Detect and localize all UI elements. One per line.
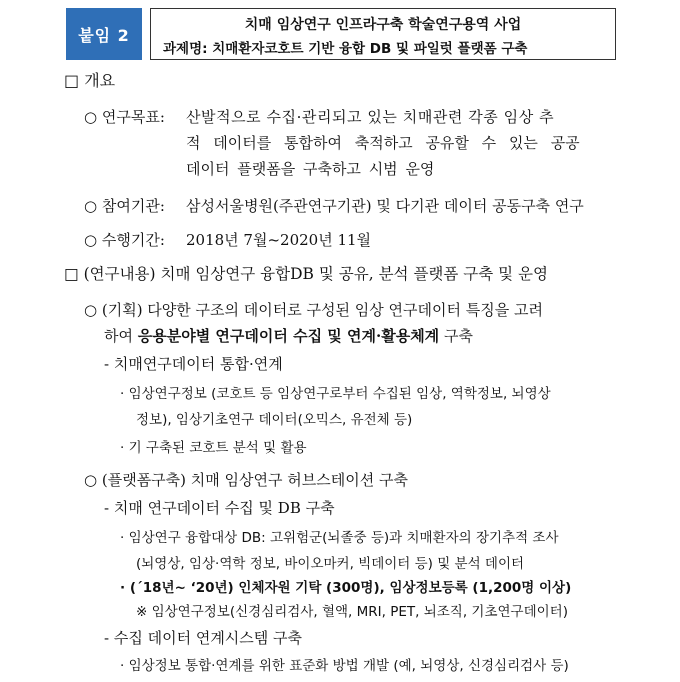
period-text: 2018년 7월~2020년 11월 [186, 231, 372, 249]
dot-item-standardization: · 임상정보 통합·연계를 위한 표준화 방법 개발 (예, 뇌영상, 신경심리검사 등) [120, 658, 569, 674]
goal-line-3: 데이터 플랫폼을 구축하고 시범 운영 [186, 160, 435, 178]
attachment-badge: 붙임 2 [66, 8, 142, 60]
project-subtitle: 과제명: 치매환자코호트 기반 융합 DB 및 파일럿 플랫폼 구축 [163, 41, 528, 57]
org-text: 삼성서울병원(주관연구기관) 및 다기관 데이터 공동구축 연구 [186, 197, 584, 215]
note-clinical-info: ※ 임상연구정보(신경심리검사, 혈액, MRI, PET, 뇌조직, 기초연구데이터) [136, 604, 568, 620]
dash-item-linkage-system: - 수집 데이터 연계시스템 구축 [104, 629, 303, 647]
dot-item-clinical-info-2: 정보), 임상기초연구 데이터(오믹스, 유전체 등) [136, 412, 413, 428]
plan-line-2-pre: 하여 [104, 327, 138, 345]
dash-item-data-collection: - 치매 연구데이터 수집 및 DB 구축 [104, 499, 335, 517]
period-label: ○ 수행기간: [84, 231, 165, 249]
plan-line-2-post: 구축 [439, 327, 473, 345]
dot-item-fusion-db-2: (뇌영상, 임상·역학 정보, 바이오마커, 빅데이터 등) 및 분석 데이터 [136, 556, 525, 572]
dot-item-clinical-info-1: · 임상연구정보 (코호트 등 임상연구로부터 수집된 임상, 역학정보, 뇌영상 [120, 386, 551, 402]
dot-item-cohort: · 기 구축된 코호트 분석 및 활용 [120, 440, 307, 456]
goal-label: ○ 연구목표: [84, 108, 165, 126]
title-box [150, 8, 616, 60]
plan-line-1: ○ (기획) 다양한 구조의 데이터로 구성된 임상 연구데이터 특징을 고려 [84, 301, 543, 319]
plan-line-2 [104, 326, 473, 346]
goal-line-1: 산발적으로 수집·관리되고 있는 치매관련 각종 임상 추 [186, 108, 555, 126]
plan-line-2-bold: 응용분야별 연구데이터 수집 및 연계·활용체계 [137, 327, 440, 345]
dot-item-bioresource: · (´18년~ ‘20년) 인체자원 기탁 (300명), 임상정보등록 (1,200명 이상) [120, 580, 572, 596]
org-label: ○ 참여기관: [84, 197, 165, 215]
goal-line-2: 적 데이터를 통합하여 축적하고 공유할 수 있는 공공 [186, 134, 580, 152]
content-heading: □ (연구내용) 치매 임상연구 융합DB 및 공유, 분석 플랫폼 구축 및 운영 [64, 265, 549, 283]
document-header [66, 8, 616, 60]
platform-line: ○ (플랫폼구축) 치매 임상연구 허브스테이션 구축 [84, 471, 408, 489]
dot-item-fusion-db-1: · 임상연구 융합대상 DB: 고위험군(뇌졸중 등)과 치매환자의 장기추적 조사 [120, 530, 559, 546]
overview-heading: □ 개요 [64, 71, 116, 90]
dash-item-data-integration: - 치매연구데이터 통합·연계 [104, 355, 283, 373]
project-title: 치매 임상연구 인프라구축 학술연구용역 사업 [244, 17, 522, 33]
